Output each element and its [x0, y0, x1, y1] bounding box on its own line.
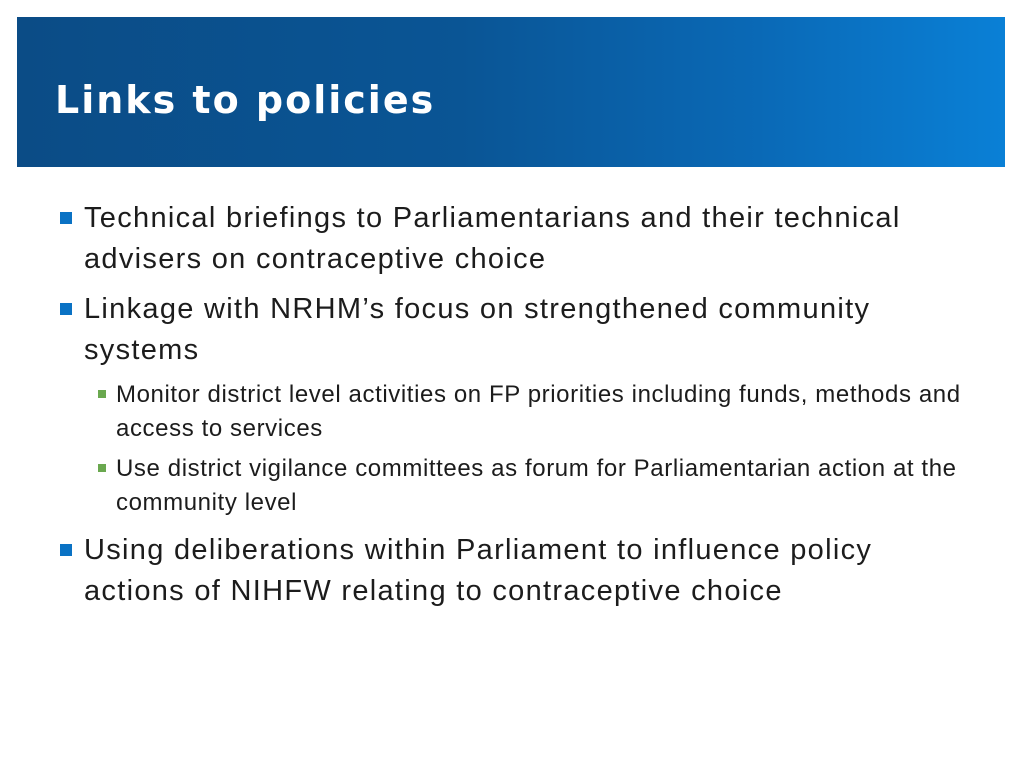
- slide-title: Links to policies: [55, 78, 436, 122]
- bullet-item-deliberations: [84, 530, 964, 612]
- square-sub-bullet-icon: [98, 464, 106, 472]
- square-bullet-icon: [60, 544, 72, 556]
- bullet-item-technical-briefings: [84, 198, 964, 280]
- sub-bullet-item-vigilance: [116, 452, 976, 520]
- sub-bullet-item-monitor: [116, 378, 976, 446]
- bullet-text: Technical briefings to Parliamentarians and their technical advisers on contraceptive choice: [84, 202, 901, 275]
- square-bullet-icon: [60, 303, 72, 315]
- bullet-item-nrhm-linkage: [84, 289, 964, 371]
- bullet-text: Using deliberations within Parliament to influence policy actions of NIHFW relating to contraceptive choice: [84, 534, 873, 607]
- square-bullet-icon: [60, 212, 72, 224]
- bullet-text: Linkage with NRHM’s focus on strengthened community systems: [84, 293, 871, 366]
- sub-bullet-text: Monitor district level activities on FP priorities including funds, methods and access to services: [116, 381, 961, 442]
- sub-bullet-text: Use district vigilance committees as forum for Parliamentarian action at the community level: [116, 455, 957, 516]
- square-sub-bullet-icon: [98, 390, 106, 398]
